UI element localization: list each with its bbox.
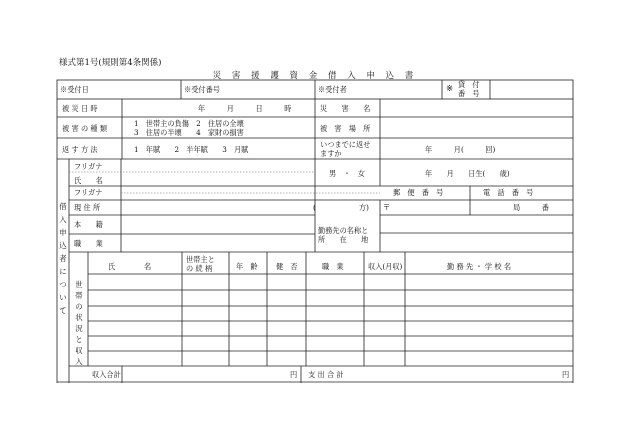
applicant-section-label: 借 入 申 込 者 に つ い て	[59, 202, 67, 315]
repay-until-label-1: いつまでに返せ	[320, 140, 371, 149]
column-relation-1: 世帯主と	[186, 255, 215, 264]
household-section-label: 世 帯 の 状 況 と 収 入	[75, 280, 83, 366]
postal-code-label: 郵 便 番 号	[393, 188, 444, 197]
damage-kind-options-1: 1 世帯主の負傷 2 住居の全壊	[134, 119, 244, 128]
address-paren: ( 方)	[313, 203, 369, 212]
workplace-label-1: 勤務先の名称と	[318, 226, 369, 235]
postal-mark: 〒	[383, 203, 391, 212]
loan-number-label-bottom: 番 号	[458, 89, 480, 98]
phone-number-label: 電 話 番 号	[483, 188, 534, 197]
received-number-label: ※受付番号	[184, 85, 220, 94]
expense-total-yen: 円	[562, 370, 570, 379]
column-workplace-school: 勤 務 先 ・ 学 校 名	[447, 262, 512, 271]
domicile-label: 本 籍	[74, 220, 103, 229]
disaster-name-label: 災 害 名	[320, 104, 371, 113]
loan-mark: ※	[446, 84, 454, 94]
workplace-label-2: 所 在 地	[318, 235, 369, 244]
address-label: 現 住 所	[74, 203, 101, 212]
birth-date-value: 年 月 日生( 歳)	[425, 169, 510, 178]
phone-suffix: 局 番	[513, 203, 549, 212]
column-occupation: 職 業	[322, 262, 344, 271]
repay-method-label: 返 す 方 法	[62, 145, 98, 154]
loan-number-label-top: 貸 付	[458, 80, 480, 89]
name-label: 氏 名	[74, 176, 103, 185]
damage-kind-options-2: 3 住居の半壊 4 家財の損害	[134, 128, 244, 137]
income-total-yen: 円	[290, 370, 298, 379]
column-income: 収入(月収)	[368, 262, 403, 271]
damage-place-label: 被 害 場 所	[320, 124, 371, 133]
column-health: 健 否	[276, 262, 298, 271]
column-relation-2: の 続 柄	[186, 264, 213, 273]
disaster-date-value: 年 月 日 時	[198, 104, 292, 113]
furigana-label: フリガナ	[74, 162, 103, 171]
occupation-label: 職 業	[74, 239, 103, 248]
sex-options: 男 ・ 女	[329, 169, 365, 178]
expense-total-label: 支 出 合 計	[308, 370, 344, 379]
disaster-date-label: 被 災 日 時	[62, 104, 98, 113]
income-total-label: 収入合計	[92, 370, 121, 379]
furigana-address-label: フリガナ	[74, 188, 103, 197]
receiver-label: ※受付者	[318, 85, 347, 94]
form-title: 災 害 援 護 資 金 借 入 申 込 書	[212, 71, 418, 81]
received-date-label: ※受付日	[60, 85, 89, 94]
repay-until-label-2: ますか	[320, 149, 342, 158]
column-name: 氏 名	[108, 262, 152, 271]
form-number-label: 様式第1号(規則第4条関係)	[59, 58, 162, 68]
column-age: 年 齢	[236, 262, 258, 271]
repay-method-options: 1 年賦 2 半年賦 3 月賦	[134, 145, 249, 154]
damage-kind-label: 被 害 の 種 類	[62, 124, 108, 133]
repay-until-value: 年 月( 回)	[425, 145, 496, 154]
